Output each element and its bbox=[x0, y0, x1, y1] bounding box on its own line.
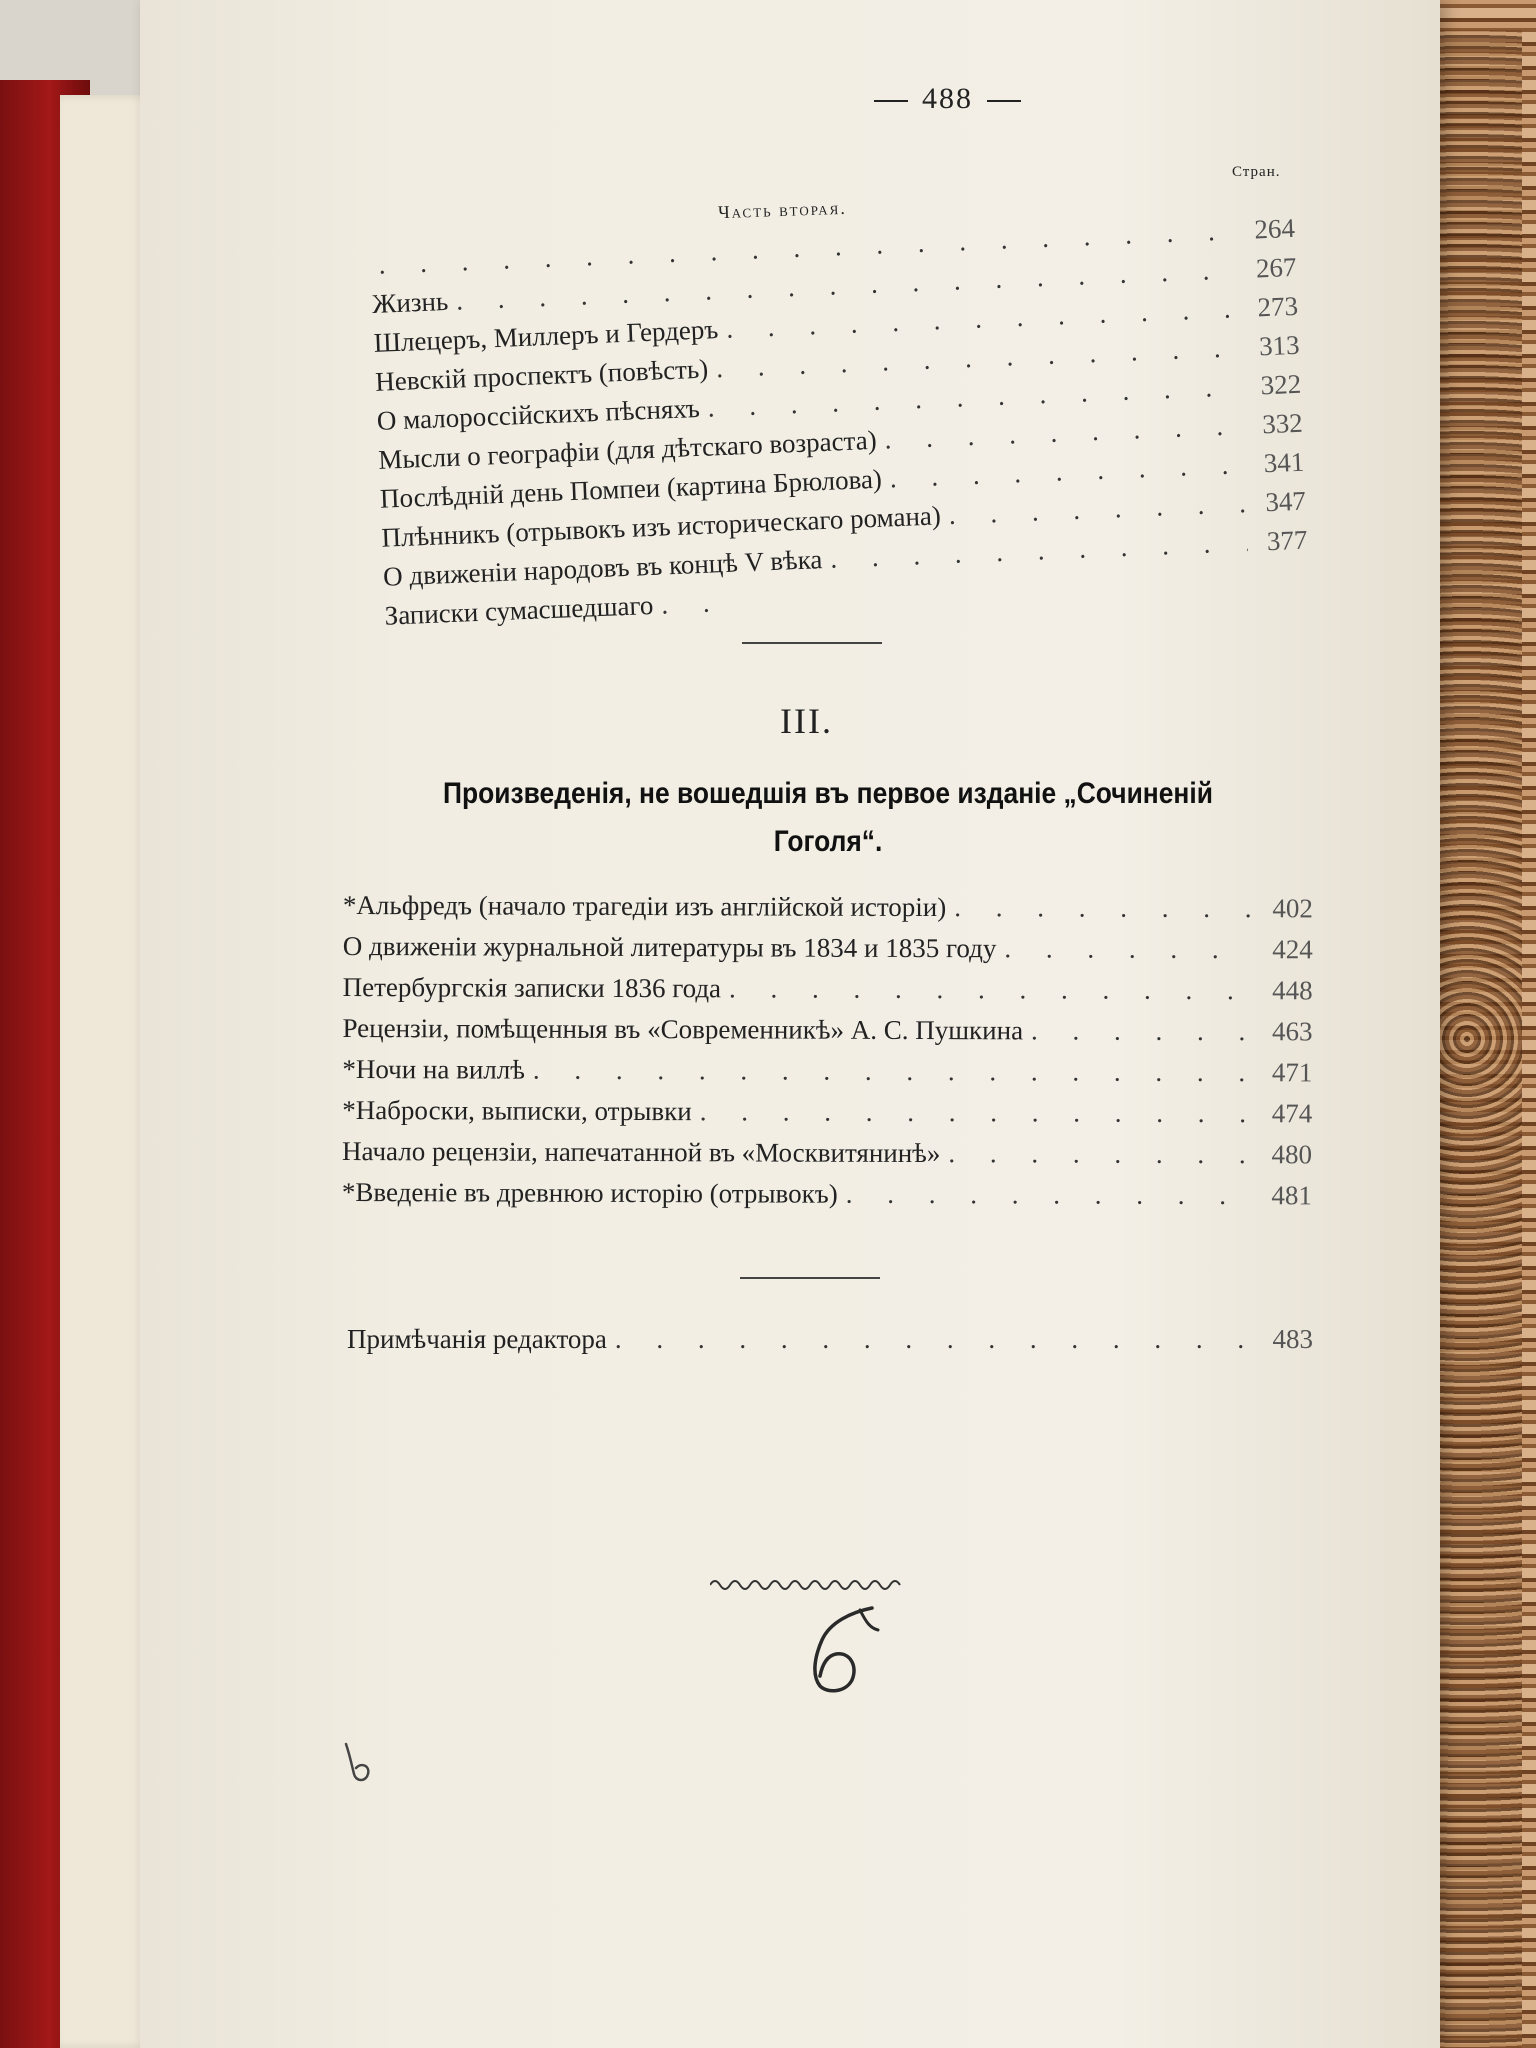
toc-title: Шлецеръ, Миллеръ и Гердеръ bbox=[373, 314, 719, 358]
pencil-mark bbox=[800, 1600, 890, 1700]
toc-page: 377 bbox=[1266, 524, 1308, 557]
toc-entry bbox=[347, 1324, 1313, 1363]
toc-notes bbox=[347, 1324, 1313, 1363]
part-title: Часть вторая. bbox=[717, 197, 848, 223]
section-numeral: III. bbox=[780, 701, 833, 741]
toc-entry bbox=[342, 1095, 1312, 1139]
toc-entry bbox=[343, 890, 1313, 934]
toc-part-two bbox=[370, 213, 1310, 640]
toc-page: 402 bbox=[1272, 893, 1313, 924]
toc-page: 313 bbox=[1258, 329, 1301, 362]
toc-page: 322 bbox=[1260, 368, 1302, 401]
pencil-mark-small bbox=[340, 1738, 380, 1788]
toc-title: О малороссійскихъ пѣсняхъ bbox=[376, 392, 701, 436]
toc-page: 424 bbox=[1272, 934, 1313, 965]
toc-entry bbox=[343, 972, 1313, 1016]
toc-page bbox=[740, 608, 792, 610]
toc-title: Примѣчанія редактора bbox=[347, 1324, 607, 1354]
toc-page: 267 bbox=[1255, 251, 1298, 284]
toc-title: Жизнь bbox=[371, 285, 449, 319]
section-divider bbox=[742, 642, 882, 644]
toc-page: 347 bbox=[1264, 485, 1307, 518]
section-divider bbox=[740, 1277, 880, 1279]
toc-page: 341 bbox=[1263, 446, 1305, 479]
toc-page: 481 bbox=[1271, 1180, 1312, 1211]
toc-title: *Введеніе въ древнюю исторію (отрывокъ) bbox=[341, 1176, 838, 1209]
toc-page: 463 bbox=[1271, 1016, 1313, 1047]
toc-page: 483 bbox=[1272, 1324, 1313, 1354]
toc-title: *Альфредъ (начало трагедіи изъ англійской исторіи) bbox=[342, 890, 947, 923]
toc-page: 264 bbox=[1253, 212, 1296, 245]
toc-entry bbox=[342, 1054, 1312, 1098]
toc-page: 474 bbox=[1271, 1098, 1313, 1129]
toc-entry bbox=[342, 1013, 1312, 1057]
toc-entry bbox=[342, 1136, 1312, 1180]
toc-title: *Наброски, выписки, отрывки bbox=[342, 1094, 692, 1127]
toc-title: О движеніи народовъ въ концѣ V вѣка bbox=[382, 544, 823, 592]
toc-title: Рецензіи, помѣщенныя въ «Современникѣ» А. С. Пушкина bbox=[342, 1012, 1024, 1046]
wavy-ornament bbox=[710, 1570, 910, 1600]
toc-title: Петербургскія записки 1836 года bbox=[342, 971, 722, 1004]
section-heading: Произведенія, не вошедшія въ первое изданіе „Сочиненій Гоголя“. bbox=[443, 777, 1213, 858]
toc-section-three bbox=[342, 890, 1313, 1221]
toc-title: Начало рецензіи, напечатанной въ «Москвитянинѣ» bbox=[342, 1135, 941, 1169]
toc-page: 448 bbox=[1272, 975, 1313, 1006]
toc-title: *Ночи на виллѣ bbox=[342, 1053, 526, 1085]
toc-title: Плѣнникъ (отрывокъ изъ историческаго романа) bbox=[380, 500, 942, 553]
toc-title: О движеніи журнальной литературы въ 1834 и 1835 году bbox=[342, 930, 997, 964]
toc-title: Записки сумасшедшаго bbox=[384, 589, 654, 631]
toc-entry bbox=[342, 1177, 1312, 1221]
page-column-label: Стран. bbox=[1232, 164, 1281, 180]
toc-page: 471 bbox=[1271, 1057, 1313, 1088]
page-number: 488 bbox=[860, 82, 1035, 116]
toc-title: Послѣдній день Помпеи (картина Брюлова) bbox=[379, 463, 883, 514]
toc-title: Невскій проспектъ (повѣсть) bbox=[374, 353, 709, 397]
toc-page: 480 bbox=[1271, 1139, 1313, 1170]
toc-page: 273 bbox=[1256, 290, 1299, 323]
toc-page: 332 bbox=[1261, 407, 1304, 440]
toc-title: Мысли о географіи (для дѣтскаго возраста) bbox=[377, 424, 878, 475]
toc-entry bbox=[343, 931, 1313, 975]
